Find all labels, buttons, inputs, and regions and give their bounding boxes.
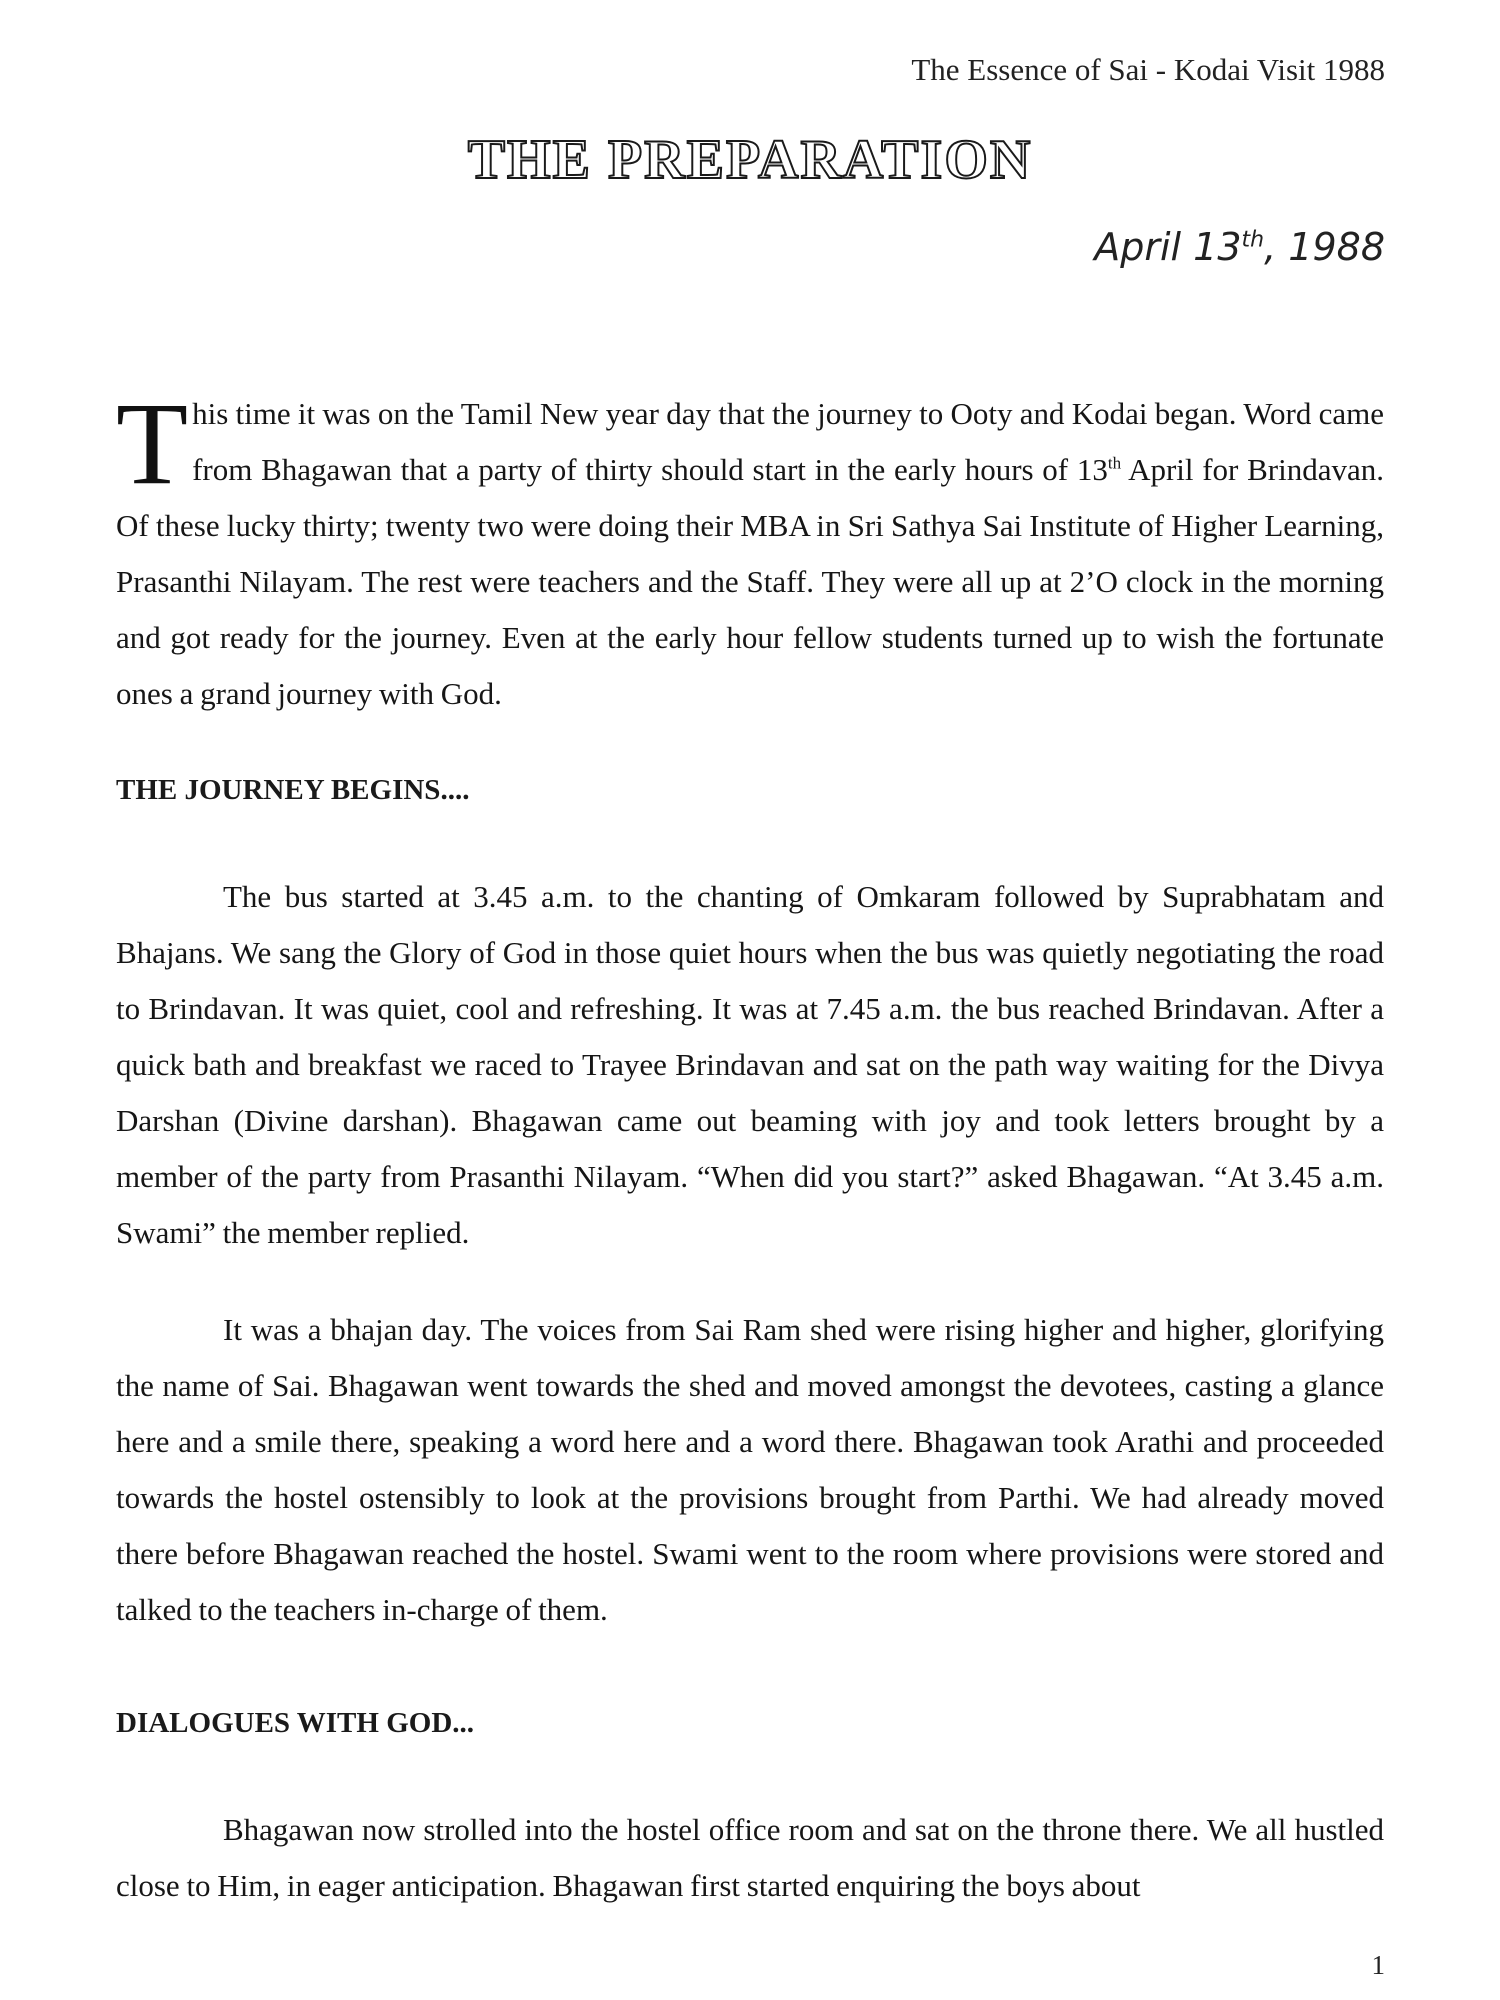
date-suffix: th [1241, 227, 1265, 253]
page-number: 1 [1371, 1950, 1385, 1980]
intro-text-part2: April for Brindavan. Of these lucky thirty; twenty two were doing their MBA in Sri Sathya Sai Institute of Higher Learning, Prasanthi Nilayam. The rest were teachers and the Staff. They were all up at 2’O clock in the morning and got ready for the journey. Even at the early hour fellow students turned up to wish the fortunate ones a grand journey with God. [116, 452, 1384, 711]
page-title: THE PREPARATION [467, 129, 1033, 191]
intro-ordinal-suffix: th [1107, 453, 1122, 473]
intro-text-part1: his time it was on the Tamil New year day that the journey to Ooty and Kodai began. Word came from Bhagawan that a party of thirty should start in the early hours of 13 [192, 396, 1384, 487]
paragraph-journey-2: It was a bhajan day. The voices from Sai Ram shed were rising higher and higher, glorifying the name of Sai. Bhagawan went towards the shed and moved amongst the devotees, casting a glance here and a smile there, speaking a word here and a word there. Bhagawan took Arathi and proceeded towards the hostel ostensibly to look at the provisions brought from Parthi. We had already moved there before Bhagawan reached the hostel. Swami went to the room where provisions were stored and talked to the teachers in-charge of them. [116, 1312, 1384, 1627]
paragraph-dialogues-1: Bhagawan now strolled into the hostel office room and sat on the throne there. We all hustled close to Him, in eager anticipation. Bhagawan first started enquiring the boys about [116, 1812, 1384, 1903]
drop-cap: T [116, 378, 189, 509]
section-heading-journey: THE JOURNEY BEGINS.... [116, 774, 470, 806]
section-heading-dialogues: DIALOGUES WITH GOD... [116, 1707, 475, 1739]
paragraph-journey-1: The bus started at 3.45 a.m. to the chanting of Omkaram followed by Suprabhatam and Bhajans. We sang the Glory of God in those quiet hours when the bus was quietly negotiating the road to Brindavan. It was quiet, cool and refreshing. It was at 7.45 a.m. the bus reached Brindavan. After a quick bath and breakfast we raced to Trayee Brindavan and sat on the path way waiting for the Divya Darshan (Divine darshan). Bhagawan came out beaming with joy and took letters brought by a member of the party from Prasanthi Nilayam. “When did you start?” asked Bhagawan. “At 3.45 a.m. Swami” the member replied. [116, 879, 1384, 1250]
date-prefix: April 13 [1094, 225, 1242, 269]
date-line [1094, 222, 1385, 272]
intro-paragraph [116, 378, 1384, 722]
running-header: The Essence of Sai - Kodai Visit 1988 [911, 52, 1385, 87]
date-year: , 1988 [1264, 225, 1385, 269]
